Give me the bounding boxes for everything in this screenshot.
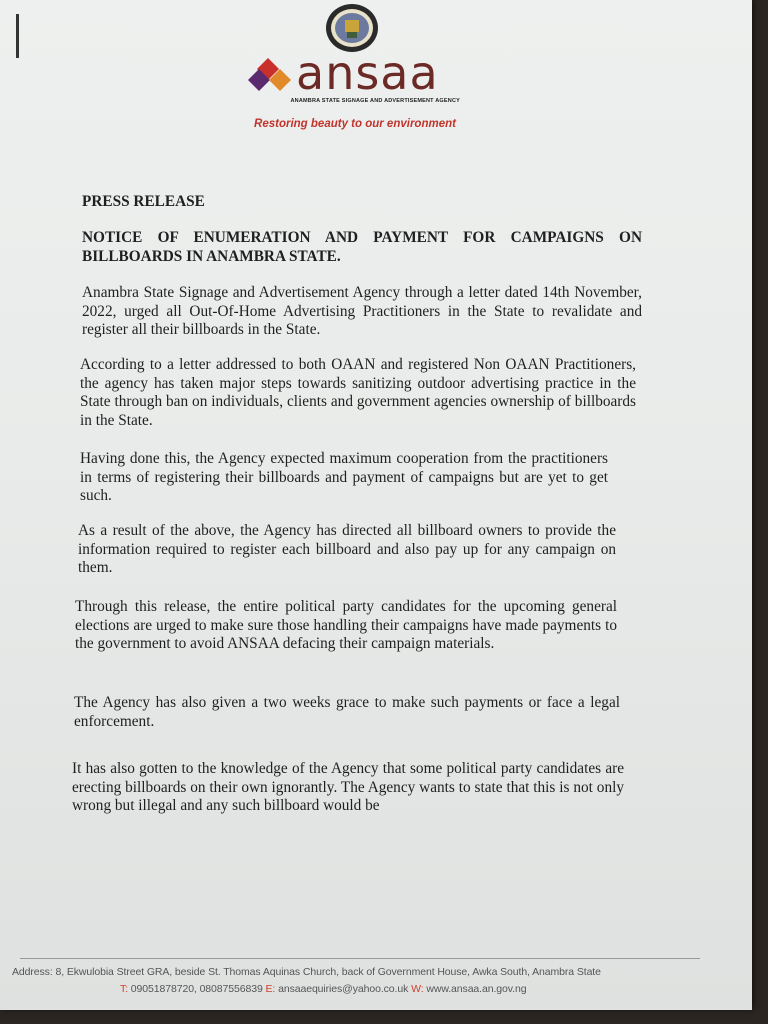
paragraph: According to a letter addressed to both OAAN and registered Non OAAN Practitioners, the agency has taken major steps towards sanitizing outdoor advertising practice in the State through ban on individuals, clients and government agencies ownership of billboards in the State. (80, 356, 636, 429)
email-label: E: (265, 983, 276, 995)
press-release-label: PRESS RELEASE (82, 193, 205, 210)
paragraph: The Agency has also given a two weeks grace to make such payments or face a legal enforcement. (74, 694, 620, 730)
web-label: W: (411, 983, 424, 995)
paragraph: As a result of the above, the Agency has directed all billboard owners to provide the information required to register each billboard and also pay up for any campaign on them. (78, 522, 616, 576)
phone-label: T: (120, 983, 128, 995)
agency-logo (248, 46, 468, 114)
footer-email: ansaaequiries@yahoo.co.uk (278, 983, 409, 995)
document-title: NOTICE OF ENUMERATION AND PAYMENT FOR CAMPAIGNS ON BILLBOARDS IN ANAMBRA STATE. (82, 229, 642, 265)
paragraph: Having done this, the Agency expected maximum cooperation from the practitioners in terms of registering their billboards and payment of campaigns but are yet to get such. (80, 450, 608, 504)
footer-address: Address: 8, Ekwulobia Street GRA, beside St. Thomas Aquinas Church, back of Government House, Awka South, Anambra State (12, 966, 601, 978)
logo-wordmark: ansaa (296, 46, 439, 100)
paragraph: It has also gotten to the knowledge of the Agency that some political party candidates are erecting billboards on their own ignorantly. The Agency wants to state that this is not only wrong but illegal and any such billboard would be (72, 760, 624, 814)
paragraph: Anambra State Signage and Advertisement Agency through a letter dated 14th November, 2022, urged all Out-Of-Home Advertising Practitioners in the State to revalidate and register all their billboards in the State. (82, 284, 642, 338)
edge-mark (16, 14, 19, 58)
footer-web: www.ansaa.an.gov.ng (426, 983, 527, 995)
footer-contact (120, 983, 526, 995)
tagline: Restoring beauty to our environment (254, 118, 456, 130)
footer-divider (20, 958, 700, 959)
footer-phone: 09051878720, 08087556839 (130, 983, 263, 995)
agency-full-name: ANAMBRA STATE SIGNAGE AND ADVERTISEMENT AGENCY (290, 98, 460, 104)
diamond-logo-icon (248, 56, 296, 104)
paragraph: Through this release, the entire political party candidates for the upcoming general elections are urged to make sure those handling their campaigns have made payments to the government to avoid ANSAA defacing their campaign materials. (75, 598, 617, 652)
